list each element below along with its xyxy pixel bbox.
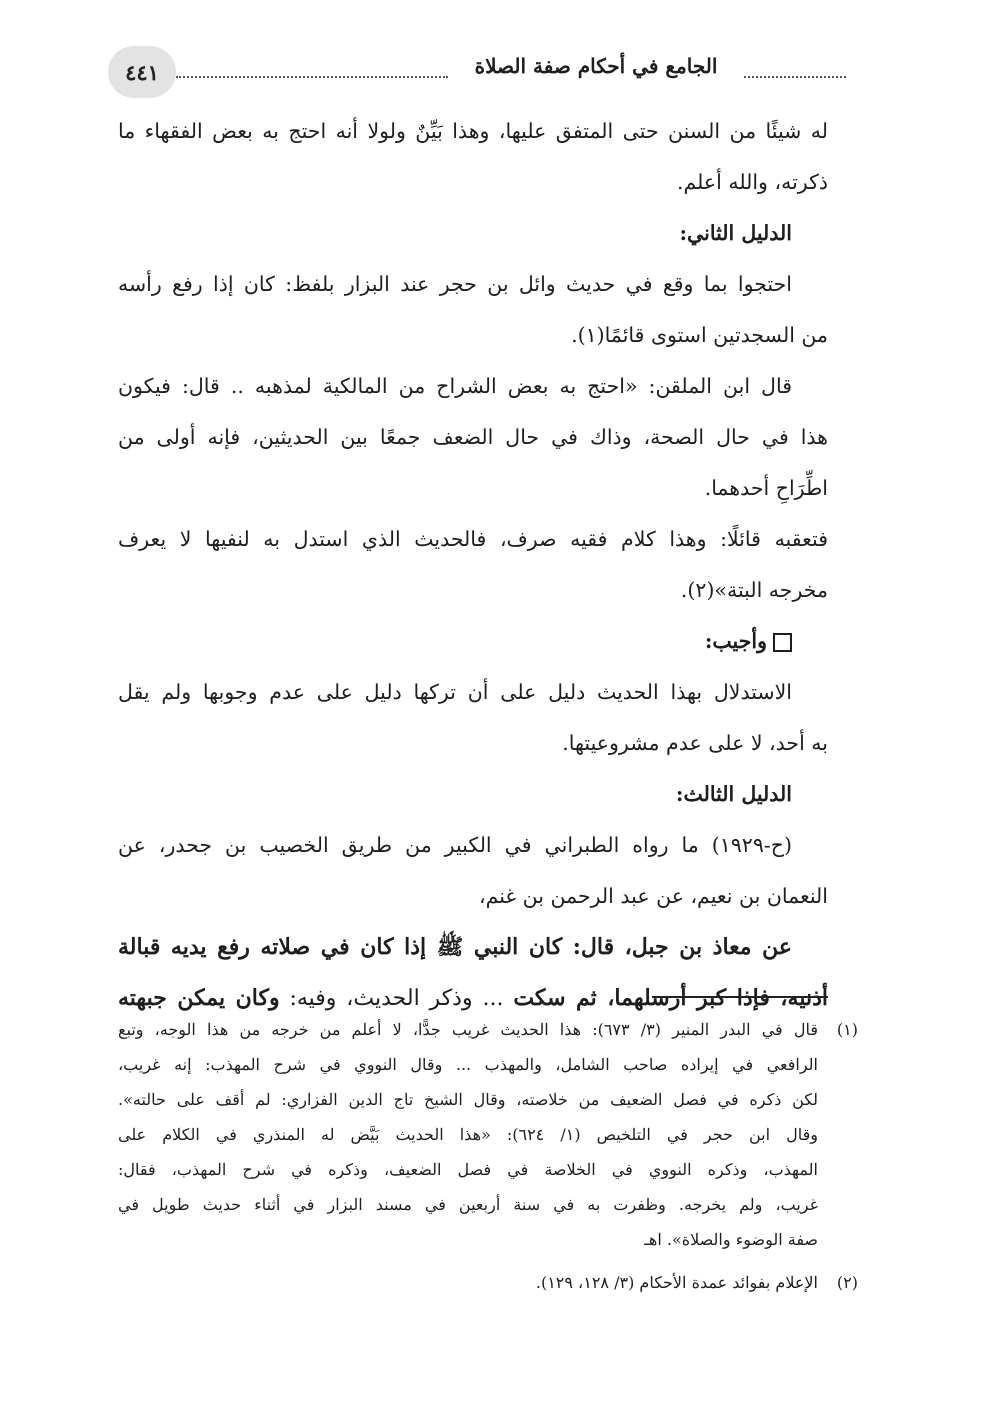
header-dotted-leader: [176, 76, 448, 78]
hadith-bold-text: أذنيه، فإذا كبر أرسلهما، ثم سكت: [513, 985, 828, 1011]
text-line: هذا في حال الصحة، وذاك في حال الضعف جمعًا بين الحديثين، فإنه أولى من: [118, 425, 828, 449]
text-line: احتجوا بما وقع في حديث وائل بن حجر عند البزار بلفظ: كان إذا رفع رأسه: [118, 272, 792, 296]
footnote-text: قال في البدر المنير (٣/ ٦٧٣): هذا الحديث غريب جدًّا، لا أعلم من خرجه من هذا الوجه، وتبع: [118, 1020, 818, 1039]
section-heading: الدليل الثالث:: [675, 782, 792, 806]
section-heading-answer: [118, 616, 828, 667]
hadith-bold-text: وكان يمكن جبهته: [118, 985, 280, 1011]
hadith-normal-text: ... وذكر الحديث، وفيه:: [279, 986, 514, 1011]
answer-heading-label: وأجيب:: [704, 629, 767, 653]
footnote-line: غريب، ولم يخرجه. وظفرت به في سنة أربعين في مسند البزار في أثناء حديث طويل في: [118, 1195, 818, 1214]
footnote-number: (١): [836, 1020, 858, 1039]
text-line: الاستدلال بهذا الحديث دليل على أن تركها دليل على عدم وجوبها ولم يقل: [118, 680, 792, 704]
footnote-separator: [652, 996, 828, 998]
footnote-line: [118, 1265, 858, 1300]
footnote-line: لكن ذكره في فصل الضعيف من خلاصته، وقال الشيخ تاج الدين الفزاري: لم أقف على حالته».: [118, 1090, 818, 1109]
section-heading: الدليل الثاني:: [679, 221, 792, 245]
text-line: النعمان بن نعيم، عن عبد الرحمن بن غنم،: [478, 884, 828, 908]
running-title: الجامع في أحكام صفة الصلاة: [474, 54, 718, 78]
footnote-text: الإعلام بفوائد عمدة الأحكام (٣/ ١٢٨، ١٢٩).: [535, 1273, 818, 1292]
footnote-line: وقال ابن حجر في التلخيص (١/ ٦٢٤): «هذا الحديث بَيَّض له المنذري في الكلام على: [118, 1125, 818, 1144]
text-line: اطِّرَاحِ أحدهما.: [704, 476, 828, 500]
hadith-text-line: عن معاذ بن جبل، قال: كان النبي ﷺ إذا كان في صلاته رفع يديه قبالة: [118, 934, 792, 960]
footnotes: [118, 1012, 858, 1300]
footnote-line: صفة الوضوء والصلاة». اهـ: [644, 1230, 818, 1249]
footnote-line: الرافعي في إيراده صاحب الشامل، والمهذب ... وقال النووي في شرح المهذب: إنه غريب،: [118, 1055, 818, 1074]
text-line: فتعقبه قائلًا: وهذا كلام فقيه صرف، فالحديث الذي استدل به لنفيها لا يعرف: [118, 527, 828, 551]
text-line: من السجدتين استوى قائمًا(١).: [571, 323, 828, 347]
footnote-line: المهذب، وذكره النووي في الخلاصة في فصل الضعيف، وذكره في شرح المهذب، فقال:: [118, 1160, 818, 1179]
checkbox-square-icon: [773, 633, 792, 652]
text-line: ذكرته، والله أعلم.: [676, 170, 828, 194]
page-number: ٤٤١: [108, 46, 176, 98]
text-line: (ح-١٩٢٩) ما رواه الطبراني في الكبير من طريق الخصيب بن جحدر، عن: [118, 833, 792, 857]
footnote-line: [118, 1012, 858, 1047]
footnote-number: (٢): [836, 1273, 858, 1292]
text-line: مخرجه البتة»(٢).: [680, 578, 828, 602]
page-header: [108, 46, 846, 98]
main-text: [118, 106, 828, 1024]
header-dotted-leader: [744, 76, 846, 78]
text-line: له شيئًا من السنن حتى المتفق عليها، وهذا بَيِّنٌ ولولا أنه احتج به بعض الفقهاء ما: [118, 119, 828, 143]
text-line: به أحد، لا على عدم مشروعيتها.: [562, 731, 828, 755]
text-line: قال ابن الملقن: «احتج به بعض الشراح من المالكية لمذهبه .. قال: فيكون: [118, 374, 792, 398]
